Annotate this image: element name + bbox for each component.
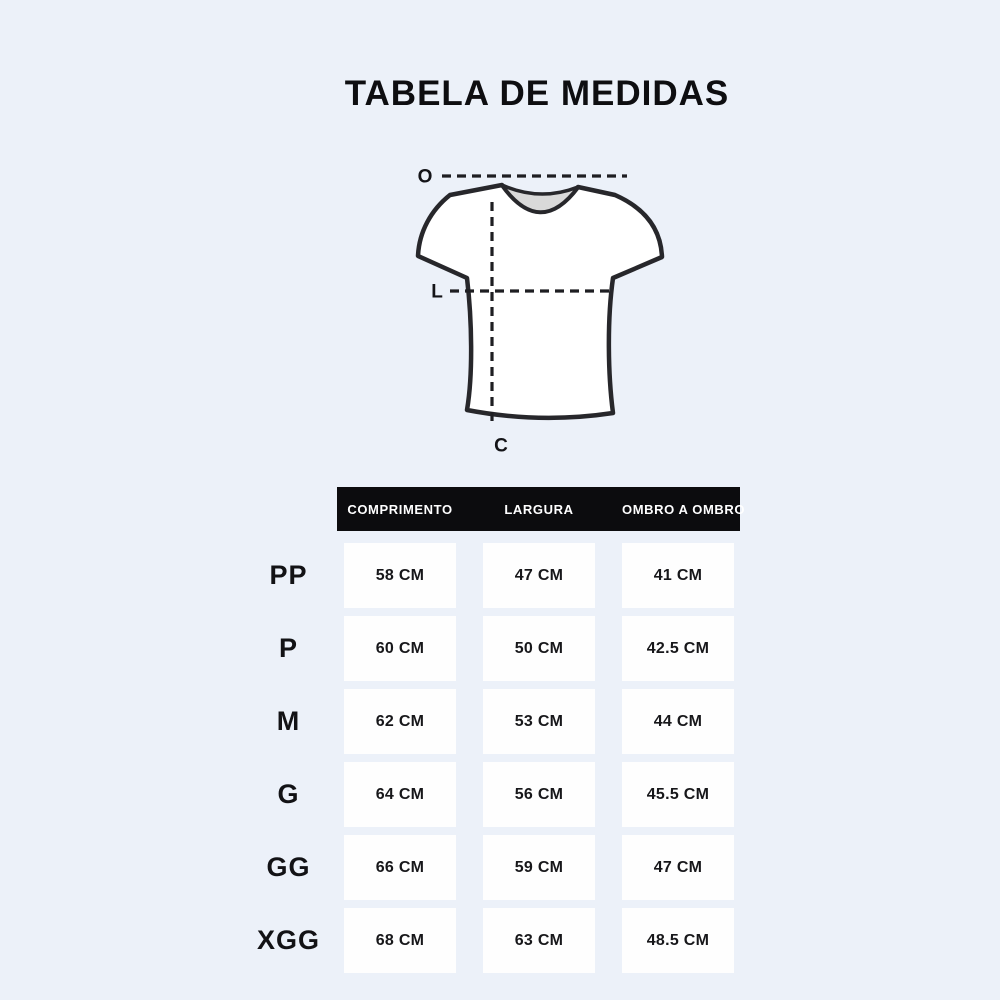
cell-g-largura: 56 CM: [483, 762, 595, 827]
length-label: C: [494, 435, 508, 457]
table-row-xgg: [240, 908, 750, 973]
cell-m-comprimento: 62 CM: [344, 689, 456, 754]
header-largura: LARGURA: [504, 501, 574, 517]
header-ombro-a-ombro: OMBRO A OMBRO: [622, 501, 746, 517]
cell-m-largura: 53 CM: [483, 689, 595, 754]
table-row-m: [240, 689, 750, 754]
cell-g-comprimento: 64 CM: [344, 762, 456, 827]
size-label-pp: PP: [269, 560, 308, 590]
cell-gg-ombro: 47 CM: [622, 835, 734, 900]
cell-xgg-largura: 63 CM: [483, 908, 595, 973]
tshirt-measurement-diagram: [395, 150, 675, 470]
cell-pp-comprimento: 58 CM: [344, 543, 456, 608]
tshirt-outline: [418, 185, 662, 418]
size-label-m: M: [276, 706, 301, 736]
table-header: [337, 487, 746, 531]
cell-gg-largura: 59 CM: [483, 835, 595, 900]
cell-xgg-comprimento: 68 CM: [344, 908, 456, 973]
size-label-p: P: [278, 633, 298, 663]
header-comprimento: COMPRIMENTO: [347, 501, 453, 517]
cell-m-ombro: 44 CM: [622, 689, 734, 754]
size-label-xgg: XGG: [256, 925, 320, 955]
table-row-g: [240, 762, 750, 827]
shoulder-label: O: [417, 166, 433, 188]
tshirt-illustration: [395, 150, 675, 470]
size-table: [240, 487, 750, 973]
cell-p-largura: 50 CM: [483, 616, 595, 681]
size-label-g: G: [277, 779, 300, 809]
cell-gg-comprimento: 66 CM: [344, 835, 456, 900]
cell-pp-largura: 47 CM: [483, 543, 595, 608]
table-row-p: [240, 616, 750, 681]
page-title: TABELA DE MEDIDAS: [344, 74, 730, 113]
cell-xgg-ombro: 48.5 CM: [622, 908, 734, 973]
table-row-pp: [240, 543, 750, 608]
cell-pp-ombro: 41 CM: [622, 543, 734, 608]
table-body: [240, 543, 750, 973]
cell-p-comprimento: 60 CM: [344, 616, 456, 681]
size-label-gg: GG: [266, 852, 311, 882]
cell-p-ombro: 42.5 CM: [622, 616, 734, 681]
cell-g-ombro: 45.5 CM: [622, 762, 734, 827]
table-row-gg: [240, 835, 750, 900]
width-label: L: [431, 281, 443, 303]
